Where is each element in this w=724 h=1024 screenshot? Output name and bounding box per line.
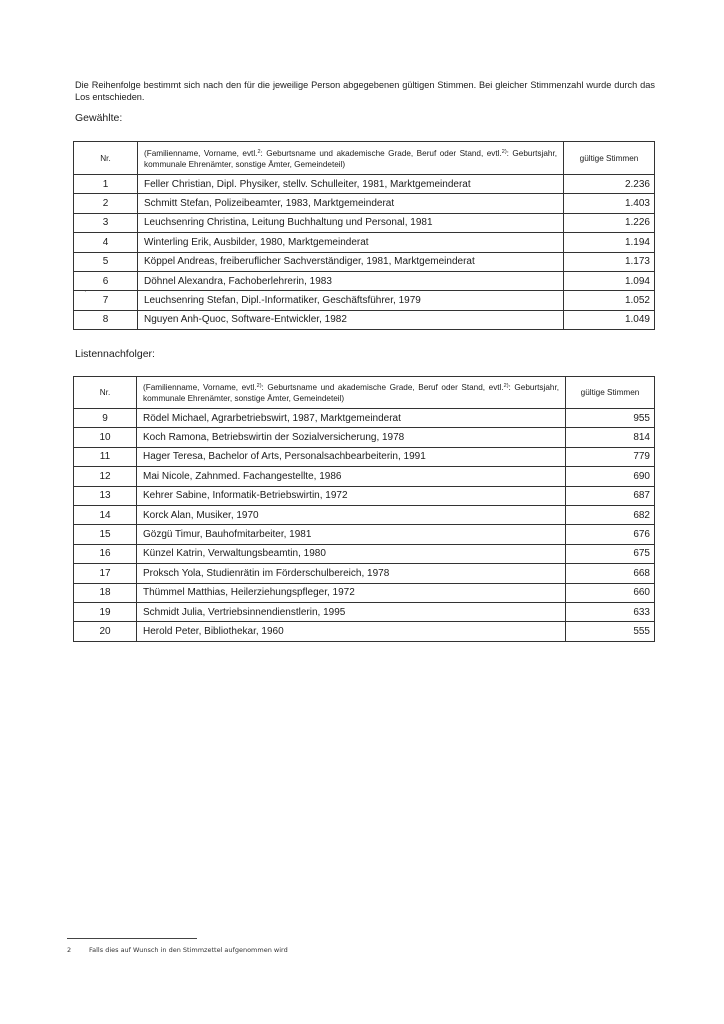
table-row xyxy=(74,428,655,447)
candidate-description: Nguyen Anh-Quoc, Software-Entwickler, 1982 xyxy=(138,310,564,329)
candidate-description: Feller Christian, Dipl. Physiker, stellv. Schulleiter, 1981, Marktgemeinderat xyxy=(138,175,564,194)
candidate-description: Schmitt Stefan, Polizeibeamter, 1983, Marktgemeinderat xyxy=(138,194,564,213)
column-header-nr: Nr. xyxy=(74,142,138,175)
candidate-votes: 779 xyxy=(566,447,655,466)
candidate-description: Korck Alan, Musiker, 1970 xyxy=(137,505,566,524)
candidate-number: 9 xyxy=(74,409,137,428)
candidate-votes: 676 xyxy=(566,525,655,544)
candidate-votes: 555 xyxy=(566,622,655,641)
column-header-description: (Familienname, Vorname, evtl.$^2$: Geburtsname und akademische Grade, Beruf oder Stand, evtl.$^{2)}$: Geburtsjahr, kommunale Ehrenämter, sonstige Ämter, Gemeindeteil) xyxy=(138,142,564,175)
candidate-description: Gözgü Timur, Bauhofmitarbeiter, 1981 xyxy=(137,525,566,544)
candidate-number: 14 xyxy=(74,505,137,524)
candidate-number: 5 xyxy=(74,252,138,271)
column-header-votes: gültige Stimmen xyxy=(564,142,655,175)
table-row xyxy=(74,271,655,290)
candidate-votes: 955 xyxy=(566,409,655,428)
successors-section-label: Listennachfolger: xyxy=(75,348,155,360)
candidate-number: 3 xyxy=(74,213,138,232)
candidate-number: 4 xyxy=(74,233,138,252)
table-row xyxy=(74,409,655,428)
candidate-votes: 675 xyxy=(566,544,655,563)
column-header-description: (Familienname, Vorname, evtl.$^{2)}$: Geburtsname und akademische Grade, Beruf oder Stand, evtl.$^{2)}$: Geburtsjahr, kommunale Ehrenämter, sonstige Ämter, Gemeindeteil) xyxy=(137,377,566,409)
candidate-description: Leuchsenring Stefan, Dipl.-Informatiker, Geschäftsführer, 1979 xyxy=(138,291,564,310)
candidate-votes: 660 xyxy=(566,583,655,602)
table-row xyxy=(74,622,655,641)
candidate-description: Rödel Michael, Agrarbetriebswirt, 1987, Marktgemeinderat xyxy=(137,409,566,428)
candidate-votes: 1.052 xyxy=(564,291,655,310)
candidate-description: Leuchsenring Christina, Leitung Buchhaltung und Personal, 1981 xyxy=(138,213,564,232)
scan-artifact-dot: · xyxy=(84,287,87,296)
candidate-number: 17 xyxy=(74,564,137,583)
candidate-number: 13 xyxy=(74,486,137,505)
candidate-number: 16 xyxy=(74,544,137,563)
elected-table xyxy=(73,141,655,330)
table-row xyxy=(74,564,655,583)
table-row xyxy=(74,447,655,466)
candidate-number: 8 xyxy=(74,310,138,329)
candidate-description: Winterling Erik, Ausbilder, 1980, Marktgemeinderat xyxy=(138,233,564,252)
candidate-description: Koch Ramona, Betriebswirtin der Sozialversicherung, 1978 xyxy=(137,428,566,447)
candidate-votes: 690 xyxy=(566,467,655,486)
candidate-number: 10 xyxy=(74,428,137,447)
candidate-votes: 814 xyxy=(566,428,655,447)
candidate-number: 15 xyxy=(74,525,137,544)
candidate-votes: 682 xyxy=(566,505,655,524)
table-header-row xyxy=(74,377,655,409)
footnote xyxy=(67,946,288,954)
table-row xyxy=(74,525,655,544)
candidate-description: Schmidt Julia, Vertriebsinnendienstlerin, 1995 xyxy=(137,602,566,621)
candidate-number: 2 xyxy=(74,194,138,213)
candidate-description: Mai Nicole, Zahnmed. Fachangestellte, 1986 xyxy=(137,467,566,486)
intro-paragraph: Die Reihenfolge bestimmt sich nach den für die jeweilige Person abgegebenen gültigen Stimmen. Bei gleicher Stimmenzahl wurde durch das Los entschieden. xyxy=(75,80,655,102)
candidate-description: Köppel Andreas, freiberuflicher Sachverständiger, 1981, Marktgemeinderat xyxy=(138,252,564,271)
candidate-description: Thümmel Matthias, Heilerziehungspfleger, 1972 xyxy=(137,583,566,602)
table-row xyxy=(74,486,655,505)
table-row xyxy=(74,467,655,486)
table-row xyxy=(74,291,655,310)
candidate-number: 11 xyxy=(74,447,137,466)
candidate-number: 7 xyxy=(74,291,138,310)
candidate-votes: 1.194 xyxy=(564,233,655,252)
elected-section-label: Gewählte: xyxy=(75,112,123,124)
candidate-number: 19 xyxy=(74,602,137,621)
candidate-votes: 1.094 xyxy=(564,271,655,290)
table-row xyxy=(74,252,655,271)
candidate-number: 12 xyxy=(74,467,137,486)
table-row xyxy=(74,310,655,329)
candidate-description: Döhnel Alexandra, Fachoberlehrerin, 1983 xyxy=(138,271,564,290)
footnote-text: Falls dies auf Wunsch in den Stimmzettel aufgenommen wird xyxy=(89,946,288,954)
candidate-number: 18 xyxy=(74,583,137,602)
candidate-votes: 1.403 xyxy=(564,194,655,213)
candidate-votes: 1.173 xyxy=(564,252,655,271)
candidate-number: 1 xyxy=(74,175,138,194)
candidate-number: 6 xyxy=(74,271,138,290)
candidate-description: Künzel Katrin, Verwaltungsbeamtin, 1980 xyxy=(137,544,566,563)
candidate-votes: 668 xyxy=(566,564,655,583)
footnote-separator xyxy=(67,938,197,939)
successors-table xyxy=(73,376,655,642)
table-row xyxy=(74,175,655,194)
candidate-votes: 1.049 xyxy=(564,310,655,329)
candidate-description: Kehrer Sabine, Informatik-Betriebswirtin, 1972 xyxy=(137,486,566,505)
candidate-votes: 633 xyxy=(566,602,655,621)
candidate-number: 20 xyxy=(74,622,137,641)
candidate-votes: 2.236 xyxy=(564,175,655,194)
candidate-description: Herold Peter, Bibliothekar, 1960 xyxy=(137,622,566,641)
table-row xyxy=(74,505,655,524)
table-header-row xyxy=(74,142,655,175)
table-row xyxy=(74,544,655,563)
table-row xyxy=(74,233,655,252)
candidate-votes: 687 xyxy=(566,486,655,505)
column-header-votes: gültige Stimmen xyxy=(566,377,655,409)
table-row xyxy=(74,583,655,602)
footnote-number: 2 xyxy=(67,946,72,954)
candidate-votes: 1.226 xyxy=(564,213,655,232)
table-row xyxy=(74,213,655,232)
table-row xyxy=(74,194,655,213)
column-header-nr: Nr. xyxy=(74,377,137,409)
candidate-description: Hager Teresa, Bachelor of Arts, Personalsachbearbeiterin, 1991 xyxy=(137,447,566,466)
candidate-description: Proksch Yola, Studienrätin im Förderschulbereich, 1978 xyxy=(137,564,566,583)
table-row xyxy=(74,602,655,621)
